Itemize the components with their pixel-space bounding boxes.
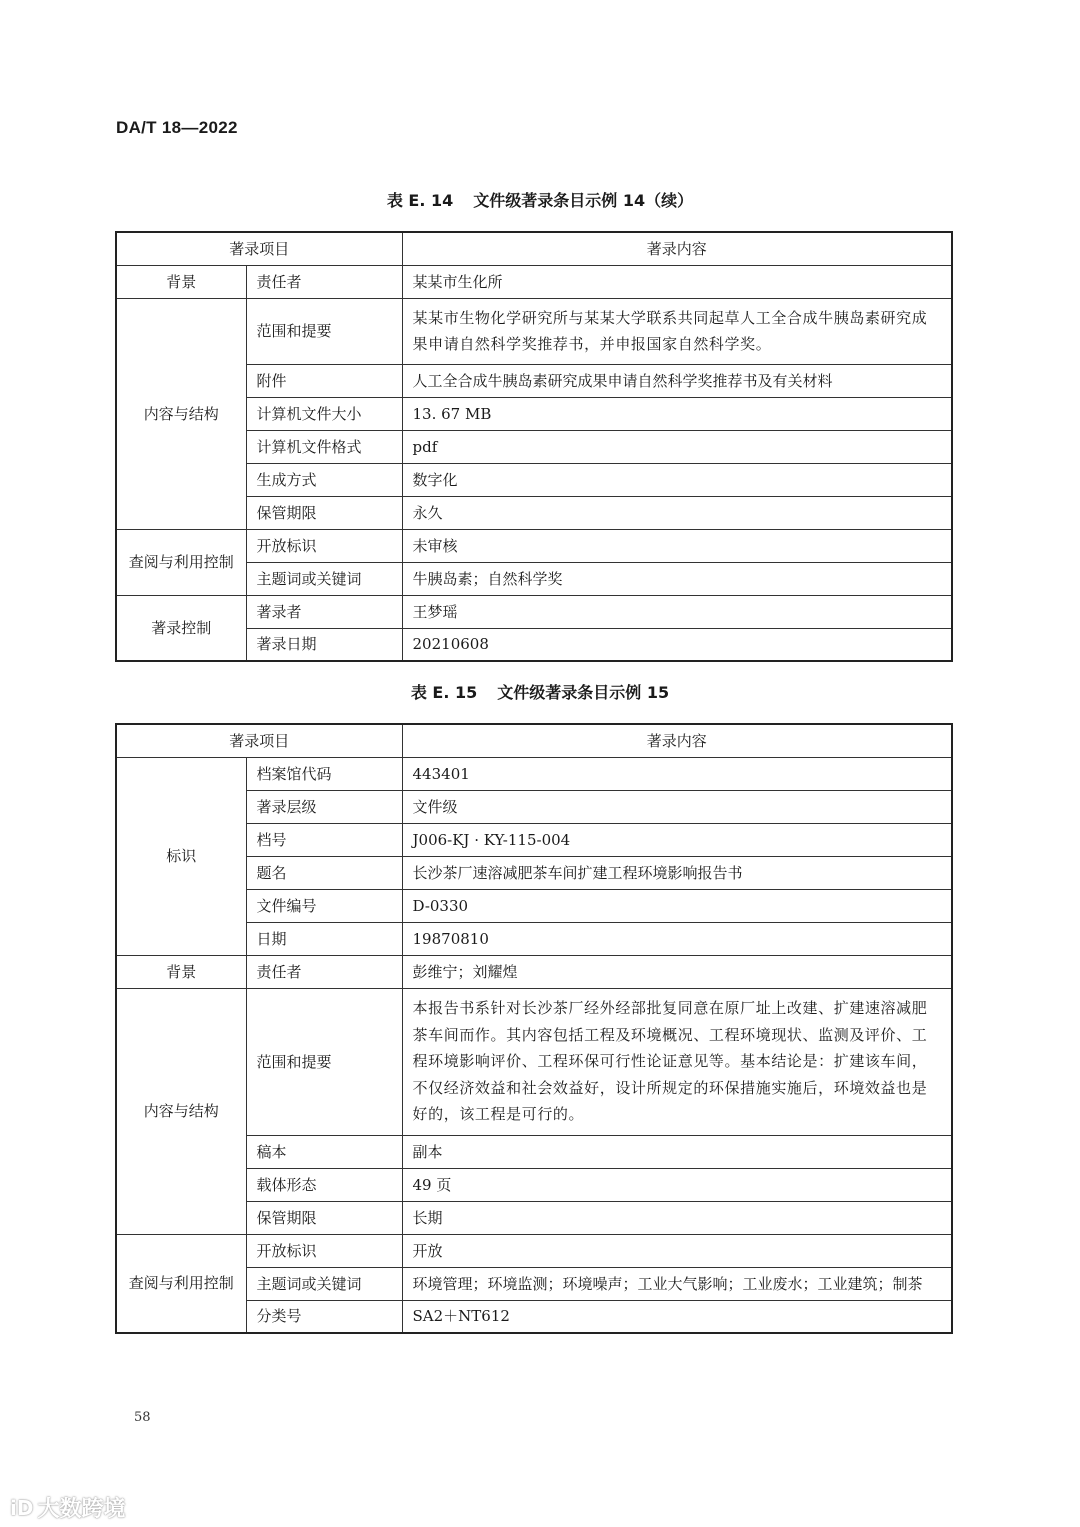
value-cell: 19870810 (402, 922, 952, 955)
value-cell: 数字化 (402, 463, 952, 496)
field-cell: 题名 (246, 856, 402, 889)
field-cell: 保管期限 (246, 496, 402, 529)
field-cell: 计算机文件大小 (246, 397, 402, 430)
field-cell: 著录日期 (246, 628, 402, 661)
value-cell: pdf (402, 430, 952, 463)
value-cell: 环境管理；环境监测；环境噪声；工业大气影响；工业废水；工业建筑；制茶 (402, 1267, 952, 1300)
value-cell: 牛胰岛素；自然科学奖 (402, 562, 952, 595)
header-item-cell: 著录项目 (116, 232, 402, 265)
field-cell: 范围和提要 (246, 988, 402, 1135)
value-cell: 20210608 (402, 628, 952, 661)
value-cell: 彭维宁；刘耀煌 (402, 955, 952, 988)
field-cell: 保管期限 (246, 1201, 402, 1234)
table-row (116, 757, 952, 790)
field-cell: 开放标识 (246, 1234, 402, 1267)
group-cell: 著录控制 (116, 595, 246, 661)
field-cell: 生成方式 (246, 463, 402, 496)
table-row (116, 1234, 952, 1267)
table-header-row (116, 724, 952, 757)
field-cell: 著录者 (246, 595, 402, 628)
field-cell: 文件编号 (246, 889, 402, 922)
value-cell: 开放 (402, 1234, 952, 1267)
field-cell: 计算机文件格式 (246, 430, 402, 463)
value-cell: D-0330 (402, 889, 952, 922)
group-cell: 内容与结构 (116, 988, 246, 1234)
table-15-caption-title: 文件级著录条目示例 15 (497, 683, 670, 702)
field-cell: 稿本 (246, 1135, 402, 1168)
field-cell: 责任者 (246, 955, 402, 988)
value-cell: 永久 (402, 496, 952, 529)
table-row (116, 265, 952, 298)
table-15-caption-number: 表 E. 15 (410, 683, 478, 702)
group-cell: 背景 (116, 265, 246, 298)
header-content-cell: 著录内容 (402, 724, 952, 757)
table-14 (115, 231, 953, 662)
value-cell: 443401 (402, 757, 952, 790)
value-cell: 文件级 (402, 790, 952, 823)
value-cell: 49 页 (402, 1168, 952, 1201)
field-cell: 开放标识 (246, 529, 402, 562)
header-item-cell: 著录项目 (116, 724, 402, 757)
watermark-logo-icon: iD (10, 1495, 34, 1520)
field-cell: 载体形态 (246, 1168, 402, 1201)
table-row (116, 988, 952, 1135)
field-cell: 范围和提要 (246, 298, 402, 364)
field-cell: 附件 (246, 364, 402, 397)
group-cell: 背景 (116, 955, 246, 988)
field-cell: 日期 (246, 922, 402, 955)
group-cell: 查阅与利用控制 (116, 1234, 246, 1333)
value-cell: 副本 (402, 1135, 952, 1168)
value-cell: 某某市生物化学研究所与某某大学联系共同起草人工全合成牛胰岛素研究成果申请自然科学奖推荐书，并申报国家自然科学奖。 (402, 298, 952, 364)
value-cell: 13. 67 MB (402, 397, 952, 430)
page-number: 58 (134, 1410, 151, 1425)
value-cell: 人工全合成牛胰岛素研究成果申请自然科学奖推荐书及有关材料 (402, 364, 952, 397)
field-cell: 档号 (246, 823, 402, 856)
group-cell: 查阅与利用控制 (116, 529, 246, 595)
value-cell: SA2＋NT612 (402, 1300, 952, 1333)
table-15-caption (0, 680, 1080, 703)
table-row (116, 955, 952, 988)
group-cell: 内容与结构 (116, 298, 246, 529)
value-cell: 王梦瑶 (402, 595, 952, 628)
field-cell: 主题词或关键词 (246, 562, 402, 595)
field-cell: 责任者 (246, 265, 402, 298)
field-cell: 档案馆代码 (246, 757, 402, 790)
value-cell: 本报告书系针对长沙茶厂经外经部批复同意在原厂址上改建、扩建速溶减肥茶车间而作。其内容包括工程及环境概况、工程环境现状、监测及评价、工程环境影响评价、工程环保可行性论证意见等。基本结论是：扩建该车间，不仅经济效益和社会效益好，设计所规定的环保措施实施后，环境效益也是好的，该工程是可行的。 (402, 988, 952, 1135)
table-header-row (116, 232, 952, 265)
value-cell: 长期 (402, 1201, 952, 1234)
table-14-caption (0, 188, 1080, 211)
table-14-caption-number: 表 E. 14 (386, 191, 454, 210)
value-cell: 某某市生化所 (402, 265, 952, 298)
table-15 (115, 723, 953, 1334)
field-cell: 分类号 (246, 1300, 402, 1333)
table-row (116, 595, 952, 628)
field-cell: 著录层级 (246, 790, 402, 823)
value-cell: 长沙茶厂速溶减肥茶车间扩建工程环境影响报告书 (402, 856, 952, 889)
document-code: DA/T 18—2022 (116, 118, 238, 137)
value-cell: 未审核 (402, 529, 952, 562)
value-cell: J006-KJ · KY-115-004 (402, 823, 952, 856)
table-row (116, 298, 952, 364)
table-row (116, 529, 952, 562)
header-content-cell: 著录内容 (402, 232, 952, 265)
field-cell: 主题词或关键词 (246, 1267, 402, 1300)
table-14-caption-title: 文件级著录条目示例 14（续） (473, 191, 694, 210)
watermark-text: 大数跨境 (37, 1497, 126, 1522)
watermark (10, 1492, 125, 1523)
group-cell: 标识 (116, 757, 246, 955)
